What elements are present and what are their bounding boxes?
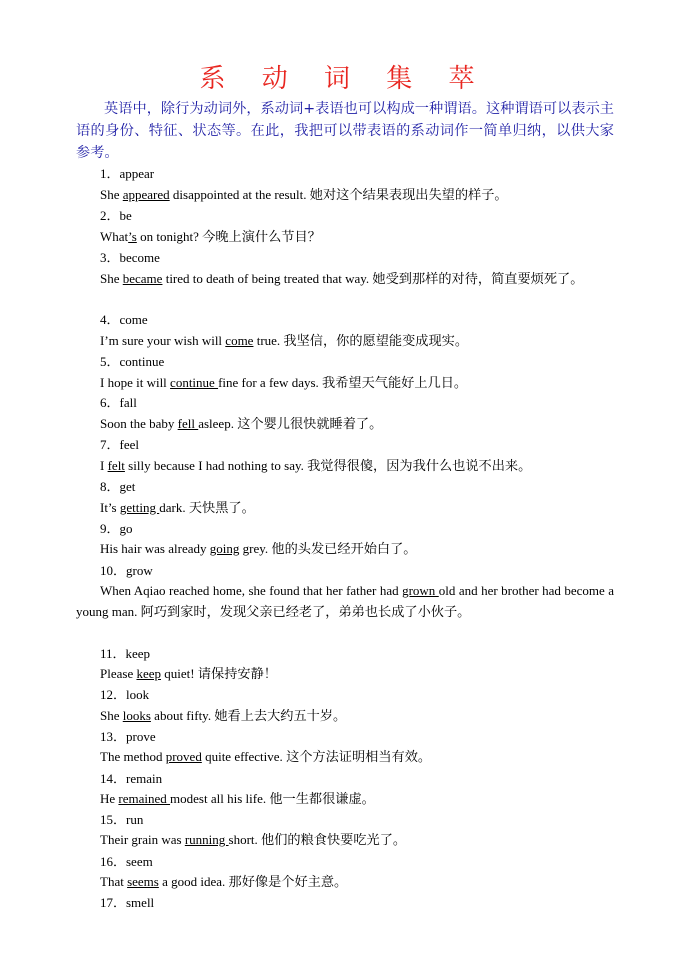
entry-number: 12．look <box>100 687 150 702</box>
sentence-text: She <box>100 187 123 202</box>
entry-number: 17．smell <box>100 895 155 910</box>
sentence-text: I’m sure your wish will <box>100 333 226 348</box>
entry-number: 5．continue <box>100 354 165 369</box>
sentence-text: tired to death of being treated that way. <box>162 271 373 286</box>
linking-verb: getting <box>119 500 160 515</box>
sentence-text: silly because I had nothing to say. <box>124 458 308 473</box>
linking-verb: continue <box>170 375 219 390</box>
linking-verb: seems <box>127 874 159 889</box>
chinese-translation: 他的头发已经开始白了。 <box>271 542 417 557</box>
linking-verb: keep <box>136 666 162 681</box>
sentence-text: on tonight? <box>136 229 203 244</box>
entry-number: 7．feel <box>100 437 139 452</box>
entry-number: 4．come <box>100 312 148 327</box>
linking-verb: grown <box>402 583 439 598</box>
linking-verb: felt <box>107 458 125 473</box>
linking-verb: come <box>225 333 254 348</box>
example-sentence <box>100 705 346 724</box>
sentence-text: It’s <box>100 500 120 515</box>
chinese-translation: 他一生都很谦虚。 <box>269 792 375 807</box>
linking-verb: remained <box>118 791 171 806</box>
chinese-translation: 他们的粮食快要吃光了。 <box>261 833 407 848</box>
example-sentence <box>100 663 277 682</box>
sentence-text: about fifty. <box>150 708 215 723</box>
sentence-text: She <box>100 708 123 723</box>
entry-number: 6．fall <box>100 395 137 410</box>
example-sentence <box>100 184 508 203</box>
chinese-translation: 我觉得很傻，因为我什么也说不出来。 <box>307 459 532 474</box>
sentence-text: old and her brother had become a young man. <box>76 583 615 619</box>
sentence-text: When Aqiao reached home, she found that her father had <box>100 583 403 598</box>
sentence-text: Their grain was <box>100 832 185 847</box>
sentence-text: Soon the baby <box>100 416 178 431</box>
example-sentence <box>100 226 321 245</box>
chinese-translation: 这个方法证明相当有效。 <box>286 750 432 765</box>
sentence-text: grey. <box>239 541 272 556</box>
chinese-translation: 我希望天气能好上几日。 <box>322 376 468 391</box>
entry-number: 14．remain <box>100 771 163 786</box>
sentence-text: I <box>100 458 108 473</box>
linking-verb: running <box>184 832 229 847</box>
example-sentence <box>100 871 347 890</box>
example-sentence <box>100 372 467 391</box>
sentence-text: asleep. <box>198 416 238 431</box>
sentence-text: short. <box>228 832 262 847</box>
entry-number: 3．become <box>100 250 160 265</box>
sentence-text: Please <box>100 666 137 681</box>
chinese-translation: 阿巧到家时，发现父亲已经老了，弟弟也长成了小伙子。 <box>140 605 471 620</box>
linking-verb: fell <box>177 416 199 431</box>
sentence-text: quiet! <box>161 666 198 681</box>
linking-verb: ’s <box>128 229 137 244</box>
sentence-text: a good idea. <box>158 874 229 889</box>
example-sentence <box>100 538 416 557</box>
example-sentence <box>100 413 382 432</box>
entry-number: 13．prove <box>100 729 156 744</box>
entry-number: 2．be <box>100 208 132 223</box>
example-sentence <box>100 746 431 765</box>
sentence-text: He <box>100 791 119 806</box>
chinese-translation: 请保持安静！ <box>197 667 277 682</box>
sentence-text: disappointed at the result. <box>169 187 310 202</box>
entry-number: 1．appear <box>100 166 155 181</box>
chinese-translation: 那好像是个好主意。 <box>228 875 348 890</box>
sentence-text: That <box>100 874 128 889</box>
sentence-text: I hope it will <box>100 375 171 390</box>
example-sentence <box>100 497 255 516</box>
chinese-translation: 今晚上演什么节目？ <box>202 230 321 245</box>
sentence-text: true. <box>253 333 284 348</box>
entry-number: 9．go <box>100 521 133 536</box>
linking-verb: looks <box>122 708 151 723</box>
sentence-text: She <box>100 271 123 286</box>
linking-verb: proved <box>165 749 202 764</box>
sentence-text: His hair was already <box>100 541 210 556</box>
chinese-translation: 她对这个结果表现出失望的样子。 <box>309 188 508 203</box>
example-sentence <box>100 829 406 848</box>
chinese-translation: 天快黑了。 <box>188 501 255 516</box>
entry-number: 11．keep <box>100 646 151 661</box>
sentence-text: What <box>100 229 129 244</box>
entry-number: 16．seem <box>100 854 153 869</box>
linking-verb: became <box>122 271 163 286</box>
linking-verb: going <box>209 541 240 556</box>
sentence-text: The method <box>100 749 166 764</box>
intro-paragraph: 英语中，除行为动词外，系动词+表语也可以构成一种谓语。这种谓语可以表示主语的身份、特征、状态等。在此，我把可以带表语的系动词作一简单归纳，以供大家参考。 <box>76 101 614 161</box>
example-sentence <box>100 268 614 290</box>
chinese-translation: 我坚信，你的愿望能变成现实。 <box>283 334 469 349</box>
entry-number: 15．run <box>100 812 144 827</box>
chinese-translation: 这个婴儿很快就睡着了。 <box>237 417 383 432</box>
chinese-translation: 她看上去大约五十岁。 <box>214 709 347 724</box>
sentence-text: modest all his life. <box>170 791 270 806</box>
example-sentence <box>100 330 468 349</box>
sentence-text: dark. <box>159 500 189 515</box>
page-title: 系 动 词 集 萃 <box>199 64 489 94</box>
chinese-translation: 她受到那样的对待，简直要烦死了。 <box>372 272 584 287</box>
entry-number: 8．get <box>100 479 136 494</box>
sentence-text: fine for a few days. <box>218 375 323 390</box>
sentence-text: quite effective. <box>201 749 287 764</box>
entry-number: 10．grow <box>100 563 153 578</box>
example-sentence <box>76 580 614 623</box>
example-sentence <box>100 455 531 474</box>
linking-verb: appeared <box>122 187 170 202</box>
example-sentence <box>100 788 375 807</box>
